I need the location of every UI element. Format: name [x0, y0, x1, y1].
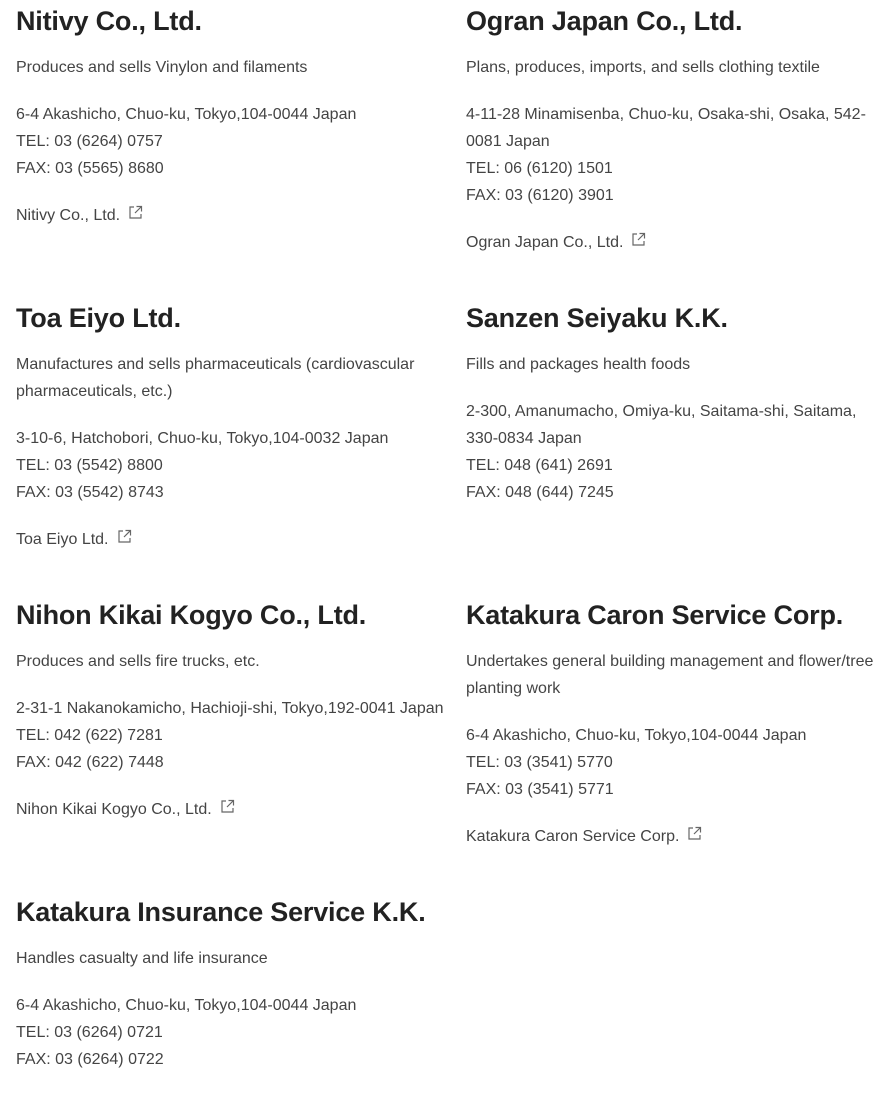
- company-fax: FAX: 03 (3541) 5771: [466, 781, 614, 798]
- company-description: Manufactures and sells pharmaceuticals (cardiovascular pharmaceuticals, etc.): [16, 356, 415, 400]
- company-website-link[interactable]: [16, 526, 132, 553]
- company-contact: [16, 992, 446, 1073]
- company-address: 3-10-6, Hatchobori, Chuo-ku, Tokyo,104-0032 Japan: [16, 430, 389, 447]
- company-tel: TEL: 042 (622) 7281: [16, 727, 163, 744]
- company-card-nitivy: [16, 4, 446, 229]
- company-website-link[interactable]: [466, 823, 702, 850]
- company-card-katakura-insurance-service: [16, 895, 446, 1073]
- external-link-icon: [117, 529, 132, 544]
- company-card-katakura-caron-service: [466, 598, 881, 850]
- company-description: Undertakes general building management and flower/tree planting work: [466, 653, 874, 697]
- company-contact: [16, 101, 446, 182]
- company-tel: TEL: 06 (6120) 1501: [466, 160, 613, 177]
- company-fax: FAX: 042 (622) 7448: [16, 754, 164, 771]
- company-contact: [466, 101, 881, 209]
- company-contact: [466, 398, 881, 506]
- external-link-icon: [220, 799, 235, 814]
- company-tel: TEL: 03 (3541) 5770: [466, 754, 613, 771]
- company-address: 2-31-1 Nakanokamicho, Hachioji-shi, Tokyo,192-0041 Japan: [16, 700, 444, 717]
- company-name: Nihon Kikai Kogyo Co., Ltd.: [16, 600, 367, 630]
- company-contact: [16, 695, 446, 776]
- company-fax: FAX: 03 (5565) 8680: [16, 160, 164, 177]
- company-address: 6-4 Akashicho, Chuo-ku, Tokyo,104-0044 Japan: [16, 106, 357, 123]
- company-address: 4-11-28 Minamisenba, Chuo-ku, Osaka-shi, Osaka, 542-0081 Japan: [466, 106, 866, 150]
- company-address: 2-300, Amanumacho, Omiya-ku, Saitama-shi, Saitama, 330-0834 Japan: [466, 403, 857, 447]
- company-link-label: Toa Eiyo Ltd.: [16, 531, 109, 548]
- company-tel: TEL: 048 (641) 2691: [466, 457, 613, 474]
- company-tel: TEL: 03 (5542) 8800: [16, 457, 163, 474]
- company-description: Produces and sells fire trucks, etc.: [16, 653, 260, 670]
- company-website-link[interactable]: [16, 202, 143, 229]
- company-name: Katakura Caron Service Corp.: [466, 600, 844, 630]
- company-link-label: Katakura Caron Service Corp.: [466, 828, 680, 845]
- external-link-icon: [128, 205, 143, 220]
- company-fax: FAX: 03 (6264) 0722: [16, 1051, 164, 1068]
- company-card-nihon-kikai-kogyo: [16, 598, 446, 823]
- company-name: Ogran Japan Co., Ltd.: [466, 6, 743, 36]
- company-contact: [16, 425, 446, 506]
- company-name: Sanzen Seiyaku K.K.: [466, 303, 728, 333]
- external-link-icon: [687, 826, 702, 841]
- company-name: Katakura Insurance Service K.K.: [16, 897, 426, 927]
- company-tel: TEL: 03 (6264) 0757: [16, 133, 163, 150]
- company-description: Produces and sells Vinylon and filaments: [16, 59, 308, 76]
- company-fax: FAX: 048 (644) 7245: [466, 484, 614, 501]
- company-fax: FAX: 03 (6120) 3901: [466, 187, 614, 204]
- company-card-sanzen-seiyaku: [466, 301, 881, 506]
- company-card-ogran-japan: [466, 4, 881, 256]
- company-fax: FAX: 03 (5542) 8743: [16, 484, 164, 501]
- company-card-toa-eiyo: [16, 301, 446, 553]
- company-link-label: Nihon Kikai Kogyo Co., Ltd.: [16, 801, 212, 818]
- company-website-link[interactable]: [16, 796, 235, 823]
- company-contact: [466, 722, 881, 803]
- company-name: Toa Eiyo Ltd.: [16, 303, 181, 333]
- company-address: 6-4 Akashicho, Chuo-ku, Tokyo,104-0044 Japan: [466, 727, 807, 744]
- company-link-label: Ogran Japan Co., Ltd.: [466, 234, 624, 251]
- company-description: Handles casualty and life insurance: [16, 950, 268, 967]
- company-link-label: Nitivy Co., Ltd.: [16, 207, 121, 224]
- company-website-link[interactable]: [466, 229, 646, 256]
- company-description: Plans, produces, imports, and sells clothing textile: [466, 59, 820, 76]
- company-name: Nitivy Co., Ltd.: [16, 6, 202, 36]
- company-address: 6-4 Akashicho, Chuo-ku, Tokyo,104-0044 Japan: [16, 997, 357, 1014]
- external-link-icon: [631, 232, 646, 247]
- company-tel: TEL: 03 (6264) 0721: [16, 1024, 163, 1041]
- company-description: Fills and packages health foods: [466, 356, 691, 373]
